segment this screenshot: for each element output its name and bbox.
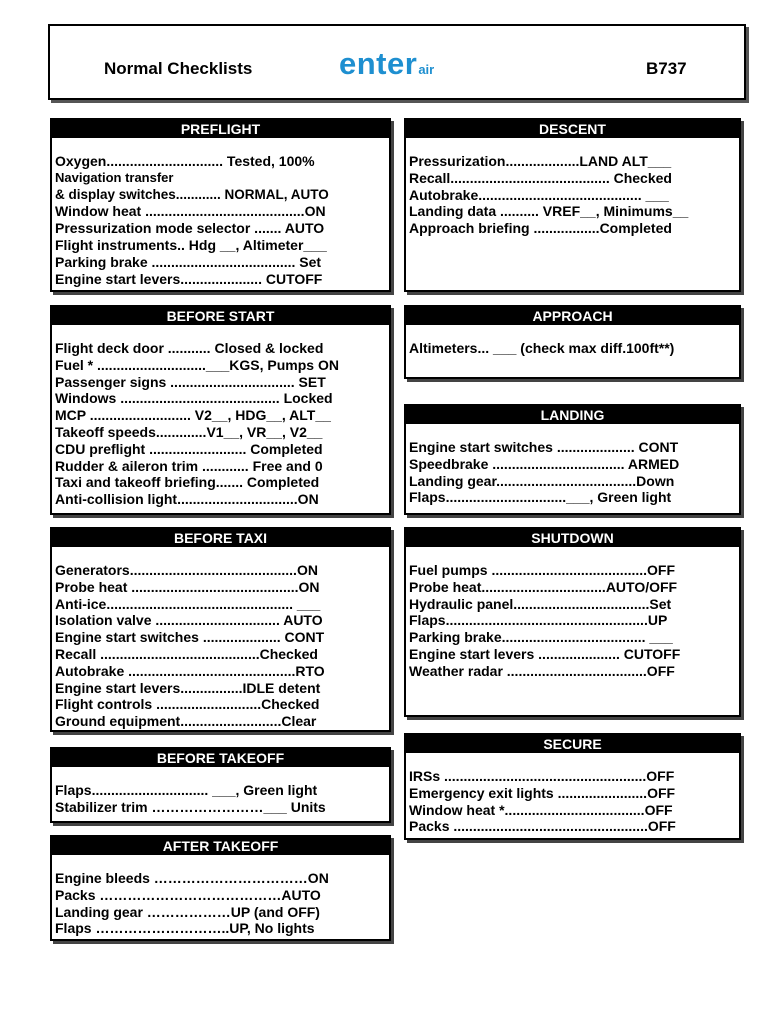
checklist-item: Takeoff speeds.............V1__, VR__, V2__ — [55, 423, 323, 440]
section-descent — [404, 118, 741, 292]
checklist-item: Speedbrake .................................. ARMED — [409, 455, 680, 472]
section-items — [406, 424, 739, 506]
checklist-item: Probe heat................................AUTO/OFF — [409, 578, 678, 595]
checklist-item: Pressurization mode selector ....... AUTO — [55, 220, 325, 237]
checklist-item: Window heat .........................................ON — [55, 203, 326, 220]
checklist-item: Engine start switches .................... CONT — [55, 629, 325, 646]
checklist-item: Anti-collision light...............................ON — [55, 491, 319, 508]
checklist-item: Probe heat ...........................................ON — [55, 578, 320, 595]
checklist-item: Window heat *....................................OFF — [409, 801, 673, 818]
section-items — [52, 767, 389, 816]
checklist-item: Flight instruments.. Hdg __, Altimeter___ — [55, 236, 327, 253]
checklist-item: Pressurization...................LAND ALT___ — [409, 153, 672, 169]
checklist-item: IRSs ....................................................OFF — [409, 768, 675, 784]
checklist-item: & display switches............ NORMAL, AUTO — [55, 186, 329, 202]
section-title: AFTER TAKEOFF — [52, 837, 389, 855]
checklist-item: Isolation valve ................................ AUTO — [55, 612, 323, 629]
section-title: BEFORE TAKEOFF — [52, 749, 389, 767]
checklist-item: Packs …………………………………AUTO — [55, 886, 321, 903]
checklist-item: Engine start switches .................... CONT — [409, 439, 679, 455]
checklist-item: Fuel pumps ........................................OFF — [409, 562, 676, 578]
checklist-item: Ground equipment..........................Clear — [55, 713, 317, 730]
checklist-item: Anti-ice................................................ ___ — [55, 595, 321, 612]
section-after-takeoff — [50, 835, 391, 941]
section-title: BEFORE TAXI — [52, 529, 389, 547]
checklist-item: Landing data .......... VREF__, Minimums__ — [409, 203, 689, 220]
section-title: BEFORE START — [52, 307, 389, 325]
checklist-item: Flaps....................................................UP — [409, 612, 668, 629]
section-items — [406, 547, 739, 680]
section-title: LANDING — [406, 406, 739, 424]
section-secure — [404, 733, 741, 840]
section-before-takeoff — [50, 747, 391, 823]
section-items — [52, 547, 389, 730]
section-items — [406, 138, 739, 237]
checklist-item: Taxi and takeoff briefing....... Completed — [55, 474, 320, 491]
checklist-item: Engine start levers................IDLE detent — [55, 679, 321, 696]
checklist-item: Flight controls ...........................Checked — [55, 696, 320, 713]
checklist-item: Parking brake ..................................... Set — [55, 253, 322, 270]
checklist-item: Engine start levers ..................... CUTOFF — [409, 645, 681, 662]
section-items — [52, 855, 389, 937]
section-before-taxi — [50, 527, 391, 732]
section-title: PREFLIGHT — [52, 120, 389, 138]
checklist-item: Passenger signs ................................ SET — [55, 373, 326, 390]
checklist-item: Rudder & aileron trim ............ Free and 0 — [55, 457, 323, 474]
checklist-item: Flaps...............................___, Green light — [409, 489, 672, 506]
checklist-item: Oxygen.............................. Tested, 100% — [55, 153, 315, 169]
checklist-item: Recall .........................................Checked — [55, 645, 318, 662]
checklist-item: Packs ..................................................OFF — [409, 818, 676, 835]
section-landing — [404, 404, 741, 515]
checklist-item: CDU preflight ......................... Completed — [55, 440, 323, 457]
checklist-item: Navigation transfer — [55, 169, 174, 185]
checklist-item: MCP .......................... V2__, HDG__, ALT__ — [55, 407, 331, 424]
checklist-item: Engine start levers..................... CUTOFF — [55, 270, 323, 287]
logo-wordmark: enter — [339, 46, 418, 81]
logo-subtext: air — [418, 62, 435, 77]
checklist-item: Flight deck door ........... Closed & locked — [55, 340, 324, 356]
section-preflight — [50, 118, 391, 292]
checklist-item: Stabilizer trim ……………………___ Units — [55, 798, 326, 815]
section-before-start — [50, 305, 391, 515]
checklist-item: Flaps.............................. ___, Green light — [55, 782, 318, 798]
checklist-header — [48, 24, 746, 100]
section-items — [406, 325, 739, 357]
checklist-item: Autobrake.......................................... ___ — [409, 186, 669, 203]
checklist-item: Windows ......................................... Locked — [55, 390, 333, 407]
section-items — [52, 138, 389, 287]
checklist-item: Approach briefing .................Completed — [409, 220, 672, 237]
section-title: SHUTDOWN — [406, 529, 739, 547]
document-title: Normal Checklists — [104, 59, 253, 78]
aircraft-type: B737 — [646, 59, 687, 78]
checklist-item: Hydraulic panel...................................Set — [409, 595, 672, 612]
checklist-item: Flaps ………………………..UP, No lights — [55, 920, 315, 937]
section-items — [52, 325, 389, 508]
enter-air-logo — [339, 46, 434, 82]
section-approach — [404, 305, 741, 379]
checklist-item: Landing gear ………………UP (and OFF) — [55, 903, 320, 920]
section-title: APPROACH — [406, 307, 739, 325]
checklist-item: Engine bleeds ……………………………ON — [55, 870, 329, 886]
checklist-item: Fuel * ............................___KGS, Pumps ON — [55, 356, 339, 373]
section-title: DESCENT — [406, 120, 739, 138]
checklist-item: Recall......................................... Checked — [409, 169, 672, 186]
checklist-item: Parking brake..................................... ___ — [409, 629, 673, 646]
checklist-item: Altimeters... ___ (check max diff.100ft**) — [409, 340, 675, 356]
section-shutdown — [404, 527, 741, 717]
checklist-item: Landing gear....................................Down — [409, 472, 675, 489]
section-title: SECURE — [406, 735, 739, 753]
checklist-item: Emergency exit lights .......................OFF — [409, 784, 676, 801]
checklist-item: Generators...........................................ON — [55, 562, 318, 578]
section-items — [406, 753, 739, 835]
checklist-item: Weather radar ....................................OFF — [409, 662, 675, 679]
checklist-item: Autobrake ...........................................RTO — [55, 662, 325, 679]
